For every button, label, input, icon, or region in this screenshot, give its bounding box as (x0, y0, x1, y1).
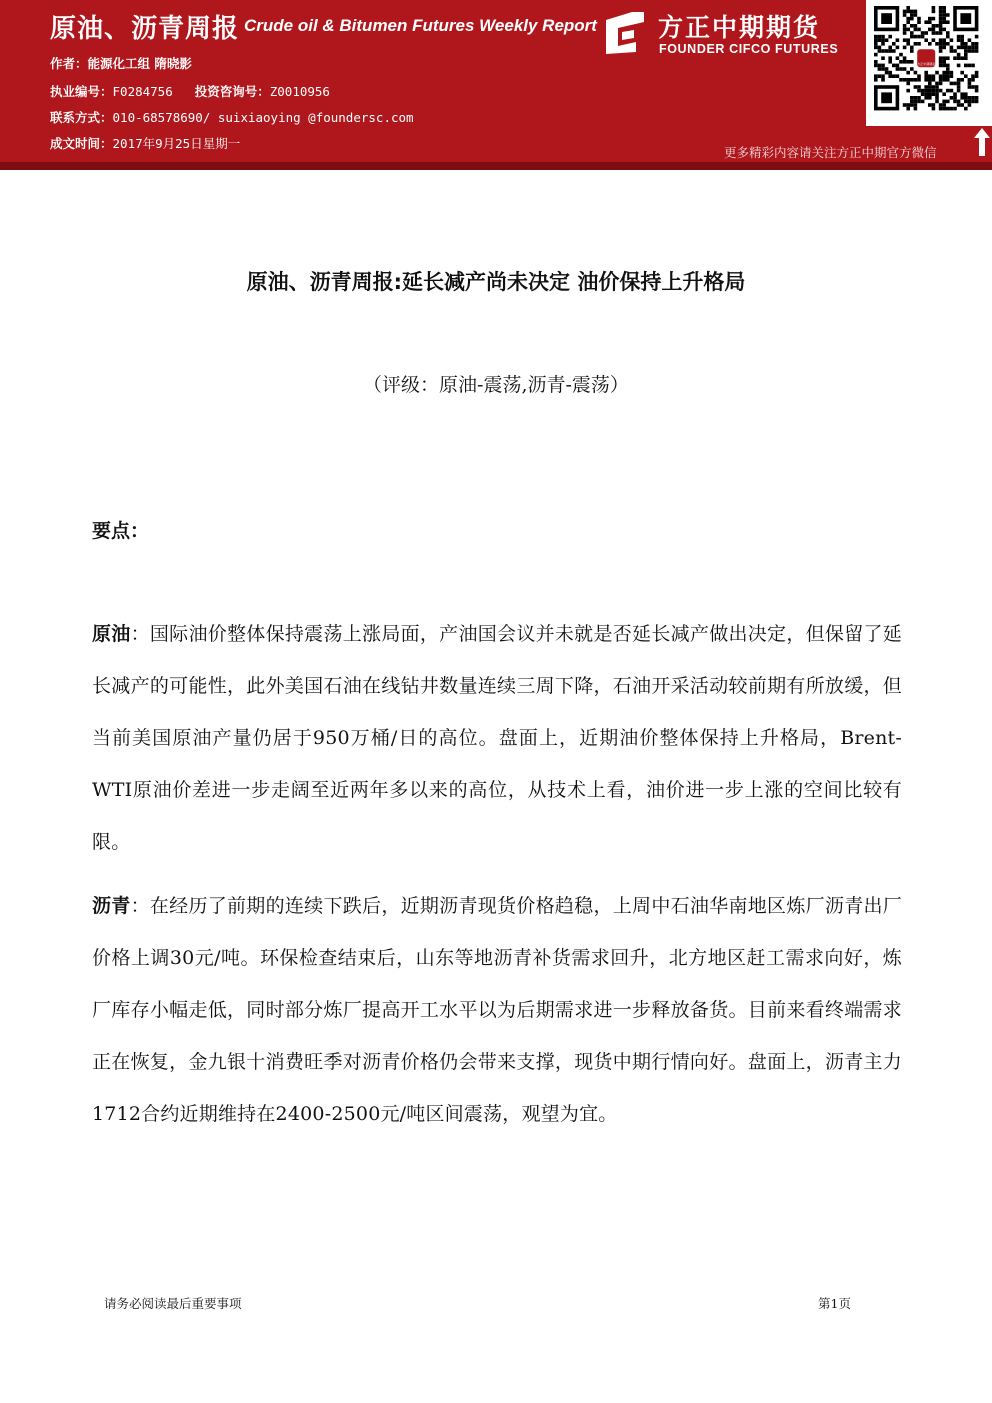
page-number: 第1页 (818, 1296, 851, 1311)
up-arrow-icon (974, 128, 990, 156)
license-value: F0284756 (112, 84, 173, 99)
author-value: 能源化工组 隋晓影 (87, 56, 192, 71)
rating-line: （评级：原油-震荡,沥青-震荡） (363, 374, 629, 396)
consult-label: 投资咨询号： (194, 84, 270, 99)
brand-name-en: FOUNDER CIFCO FUTURES (659, 42, 839, 56)
brand-name-cn: 方正中期期货 (658, 13, 821, 42)
follow-wechat-text: 更多精彩内容请关注方正中期官方微信 (724, 145, 937, 160)
wechat-qr-code-icon (874, 6, 984, 118)
bitumen-paragraph (92, 880, 902, 1140)
document-title: 原油、沥青周报:延长减产尚未决定 油价保持上升格局 (246, 270, 746, 294)
report-series-title-en: Crude oil & Bitumen Futures Weekly Report (244, 16, 597, 35)
qr-caption: 方正中期期货 (917, 62, 936, 67)
date-label: 成文时间： (50, 136, 113, 151)
founder-logo-icon (602, 10, 648, 56)
footer-notice: 请务必阅读最后重要事项 (104, 1296, 242, 1311)
brand-logo (602, 8, 864, 60)
crude-oil-lead: 原油 (92, 623, 131, 645)
contact-label: 联系方式： (50, 110, 113, 125)
bitumen-lead: 沥青 (92, 895, 131, 917)
crude-oil-text: ：国际油价整体保持震荡上涨局面，产油国会议并未就是否延长减产做出决定，但保留了延长减产的可能性，此外美国石油在线钻井数量连续三周下降，石油开采活动较前期有所放缓，但当前美国原油产量仍居于950万桶/日的高位。盘面上，近期油价整体保持上升格局，Brent-WTI原油价差进一步走阔至近两年多以来的高位，从技术上看，油价进一步上涨的空间比较有限。 (92, 623, 902, 853)
consult-value: Z0010956 (269, 84, 330, 99)
header-divider (0, 162, 992, 170)
bitumen-text: ：在经历了前期的连续下跌后，近期沥青现货价格趋稳，上周中石油华南地区炼厂沥青出厂价格上调30元/吨。环保检查结束后，山东等地沥青补货需求回升，北方地区赶工需求向好，炼厂库存小幅走低，同时部分炼厂提高开工水平以为后期需求进一步释放备货。目前来看终端需求正在恢复，金九银十消费旺季对沥青价格仍会带来支撑，现货中期行情向好。盘面上，沥青主力1712合约近期维持在2400-2500元/吨区间震荡，观望为宜。 (92, 895, 902, 1125)
date-line (50, 134, 240, 152)
license-label: 执业编号： (50, 84, 113, 99)
wechat-qr-code (866, 0, 992, 126)
contact-value: 010-68578690/ suixiaoying @foundersc.com (112, 110, 414, 125)
contact-line (50, 108, 414, 126)
license-line (50, 82, 330, 100)
report-series-title: 原油、沥青周报 (50, 14, 240, 44)
author-line (50, 54, 192, 72)
author-label: 作者： (50, 56, 88, 71)
key-points-heading: 要点： (92, 520, 150, 542)
date-value: 2017年9月25日星期一 (112, 136, 241, 151)
crude-oil-paragraph (92, 608, 902, 868)
